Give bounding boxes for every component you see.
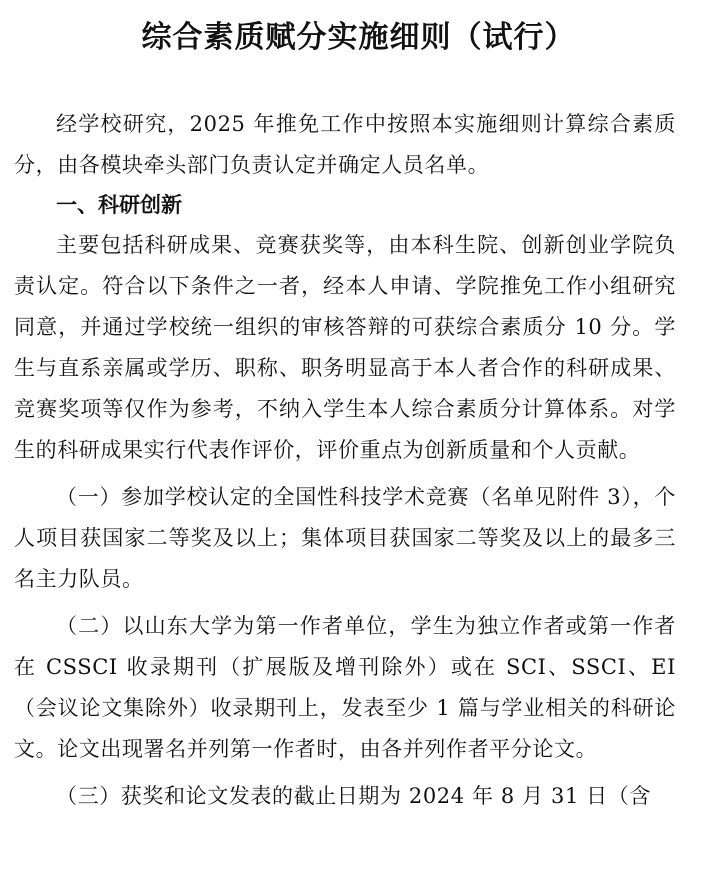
item-2-paragraph: （二）以山东大学为第一作者单位，学生为独立作者或第一作者在 CSSCI 收录期刊（扩展版及增刊除外）或在 SCI、SSCI、EI（会议论文集除外）收录期刊上，发表至少 1 篇与学业相关的科研论文。论文出现署名并列第一作者时，由各并列作者平分论文。: [14, 614, 676, 761]
document-title: 综合素质赋分实施细则（试行）: [141, 20, 576, 55]
intro-paragraph: 经学校研究，2025 年推免工作中按照本实施细则计算综合素质分，由各模块牵头部门负责认定并确定人员名单。: [14, 112, 676, 177]
item-3-paragraph: （三）获奖和论文发表的截止日期为 2024 年 8 月 31 日（含: [56, 784, 651, 808]
item-1-paragraph: （一）参加学校认定的全国性科技学术竞赛（名单见附件 3），个人项目获国家二等奖及以上；集体项目获国家二等奖及以上的最多三名主力队员。: [14, 485, 676, 591]
section-heading: 一、科研创新: [56, 193, 182, 217]
section-paragraph: 主要包括科研成果、竞赛获奖等，由本科生院、创新创业学院负责认定。符合以下条件之一者，经本人申请、学院推免工作小组研究同意，并通过学校统一组织的审核答辩的可获综合素质分 10 分。学生与直系亲属或学历、职称、职务明显高于本人者合作的科研成果、竞赛奖项等仅作为参考，不纳入学生本人综合素质分计算体系。对学生的科研成果实行代表作评价，评价重点为创新质量和个人贡献。: [14, 233, 676, 462]
document-body: [14, 104, 676, 817]
